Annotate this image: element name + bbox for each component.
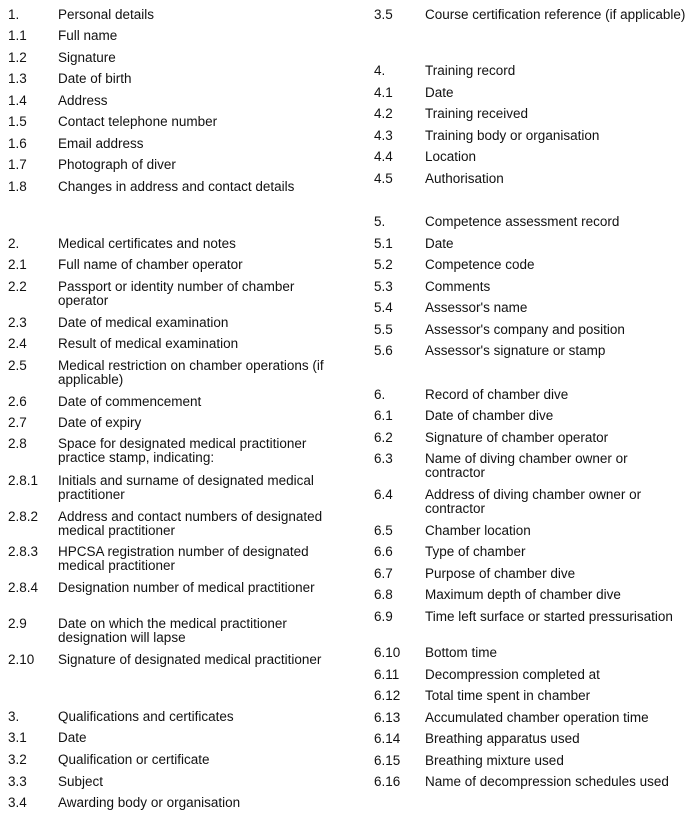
item-number: 1.7 — [8, 157, 27, 172]
item-text: Initials and surname of designated medical practitioner — [58, 473, 314, 502]
item-number: 2.4 — [8, 336, 27, 351]
item-text: Chamber location — [425, 523, 531, 538]
item-text: Date on which the medical practitioner designation will lapse — [58, 616, 287, 645]
item-text: Date of expiry — [58, 415, 142, 430]
item-number: 5.3 — [374, 279, 393, 294]
item-number: 4.2 — [374, 106, 393, 121]
item-number: 3.1 — [8, 730, 27, 745]
item-number: 6.7 — [374, 566, 393, 581]
item-number: 2.9 — [8, 616, 27, 631]
item-number: 1.4 — [8, 93, 27, 108]
item-number: 2.10 — [8, 652, 35, 667]
item-number: 2.8.2 — [8, 509, 39, 524]
item-text: Qualification or certificate — [58, 752, 210, 767]
item-text: Personal details — [58, 7, 155, 22]
item-number: 2.8 — [8, 436, 27, 451]
item-number: 6. — [374, 387, 386, 402]
item-text: HPCSA registration number of designated medical practitioner — [58, 544, 309, 573]
item-text: Medical certificates and notes — [58, 236, 236, 251]
item-number: 4.1 — [374, 85, 393, 100]
item-number: 4.3 — [374, 128, 393, 143]
item-number: 3. — [8, 709, 20, 724]
item-text: Date — [425, 85, 454, 100]
item-number: 6.3 — [374, 451, 393, 466]
item-number: 6.6 — [374, 544, 393, 559]
item-text: Date of chamber dive — [425, 408, 554, 423]
item-text: Breathing apparatus used — [425, 731, 580, 746]
item-number: 2.2 — [8, 279, 27, 294]
item-number: 6.5 — [374, 523, 393, 538]
item-text: Email address — [58, 136, 144, 151]
item-text: Designation number of medical practitioner — [58, 580, 315, 595]
item-text: Address — [58, 93, 108, 108]
item-text: Assessor's company and position — [425, 322, 625, 337]
item-number: 2.8.1 — [8, 473, 39, 488]
item-text: Full name of chamber operator — [58, 257, 243, 272]
item-number: 4.4 — [374, 149, 393, 164]
item-text: Competence assessment record — [425, 214, 620, 229]
item-number: 1. — [8, 7, 20, 22]
item-text: Signature of chamber operator — [425, 430, 609, 445]
item-text: Qualifications and certificates — [58, 709, 234, 724]
item-number: 5. — [374, 214, 386, 229]
item-number: 6.10 — [374, 645, 401, 660]
item-number: 3.5 — [374, 7, 393, 22]
item-number: 6.2 — [374, 430, 393, 445]
item-text: Accumulated chamber operation time — [425, 710, 649, 725]
item-text: Competence code — [425, 257, 535, 272]
item-text: Decompression completed at — [425, 667, 600, 682]
item-number: 2.8.4 — [8, 580, 39, 595]
item-text: Date — [58, 730, 87, 745]
item-text: Changes in address and contact details — [58, 179, 295, 194]
item-text: Location — [425, 149, 477, 164]
item-text: Address and contact numbers of designated medical practitioner — [58, 509, 323, 538]
item-text: Assessor's signature or stamp — [425, 343, 606, 358]
item-number: 6.12 — [374, 688, 401, 703]
item-number: 1.1 — [8, 28, 27, 43]
item-text: Date — [425, 236, 454, 251]
item-text: Bottom time — [425, 645, 498, 660]
item-number: 2.1 — [8, 257, 27, 272]
item-number: 5.6 — [374, 343, 393, 358]
item-number: 6.9 — [374, 609, 393, 624]
item-text: Signature — [58, 50, 116, 65]
item-text: Passport or identity number of chamber operator — [58, 279, 295, 308]
item-text: Date of birth — [58, 71, 132, 86]
item-text: Training record — [425, 63, 516, 78]
item-number: 6.4 — [374, 487, 393, 502]
item-text: Training body or organisation — [425, 128, 600, 143]
item-number: 2.8.3 — [8, 544, 39, 559]
item-number: 1.3 — [8, 71, 27, 86]
item-number: 5.1 — [374, 236, 393, 251]
item-text: Date of commencement — [58, 394, 202, 409]
item-text: Name of decompression schedules used — [425, 774, 669, 789]
item-text: Total time spent in chamber — [425, 688, 591, 703]
item-number: 2.7 — [8, 415, 27, 430]
item-text: Record of chamber dive — [425, 387, 569, 402]
item-number: 2.3 — [8, 315, 27, 330]
item-number: 6.1 — [374, 408, 393, 423]
item-text: Authorisation — [425, 171, 504, 186]
item-text: Course certification reference (if applicable) — [425, 7, 686, 22]
item-number: 1.5 — [8, 114, 27, 129]
item-number: 3.2 — [8, 752, 27, 767]
item-text: Photograph of diver — [58, 157, 176, 172]
item-number: 6.11 — [374, 667, 400, 682]
item-text: Space for designated medical practitioner practice stamp, indicating: — [58, 436, 307, 465]
item-text: Medical restriction on chamber operations (if applicable) — [58, 358, 324, 387]
item-number: 5.2 — [374, 257, 393, 272]
item-number: 2.6 — [8, 394, 27, 409]
item-text: Name of diving chamber owner or contractor — [425, 451, 628, 480]
item-text: Assessor's name — [425, 300, 528, 315]
item-text: Maximum depth of chamber dive — [425, 587, 621, 602]
item-number: 6.13 — [374, 710, 401, 725]
item-text: Contact telephone number — [58, 114, 218, 129]
item-number: 4. — [374, 63, 386, 78]
item-text: Result of medical examination — [58, 336, 239, 351]
item-text: Training received — [425, 106, 529, 121]
item-text: Date of medical examination — [58, 315, 229, 330]
item-number: 4.5 — [374, 171, 393, 186]
item-number: 3.4 — [8, 795, 27, 810]
item-number: 5.4 — [374, 300, 393, 315]
item-number: 3.3 — [8, 774, 27, 789]
item-text: Full name — [58, 28, 118, 43]
item-number: 2. — [8, 236, 20, 251]
item-number: 1.6 — [8, 136, 27, 151]
item-text: Purpose of chamber dive — [425, 566, 576, 581]
item-text: Signature of designated medical practitioner — [58, 652, 322, 667]
item-text: Breathing mixture used — [425, 753, 564, 768]
item-text: Awarding body or organisation — [58, 795, 241, 810]
item-text: Time left surface or started pressurisation — [425, 609, 673, 624]
item-text: Address of diving chamber owner or contractor — [425, 487, 642, 516]
item-number: 1.2 — [8, 50, 27, 65]
item-number: 6.16 — [374, 774, 401, 789]
item-text: Type of chamber — [425, 544, 526, 559]
item-number: 6.14 — [374, 731, 401, 746]
item-number: 5.5 — [374, 322, 393, 337]
item-text: Comments — [425, 279, 491, 294]
item-number: 2.5 — [8, 358, 27, 373]
item-number: 6.8 — [374, 587, 393, 602]
item-text: Subject — [58, 774, 104, 789]
item-number: 1.8 — [8, 179, 27, 194]
item-number: 6.15 — [374, 753, 401, 768]
